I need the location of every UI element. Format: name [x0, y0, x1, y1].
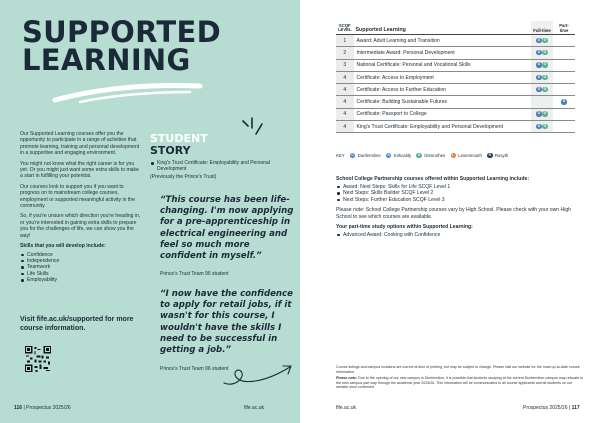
part-time-header: Part-time: [553, 21, 575, 35]
scqf-level-cell: 1: [336, 35, 354, 47]
visit-link[interactable]: Visit fife.ac.uk/supported for more course information.: [20, 316, 134, 332]
scqf-level-cell: 4: [336, 84, 354, 96]
course-name-cell: Award: Adult Learning and Transition: [354, 35, 532, 47]
story-course-previous: (Previously the Prince's Trust): [150, 173, 217, 180]
full-time-cell: [531, 59, 553, 71]
part-time-list: [336, 232, 581, 239]
part-time-cell: [553, 47, 575, 59]
part-time-cell: [553, 121, 575, 133]
scqf-level-cell: 2: [336, 47, 354, 59]
campus-legend: [336, 153, 511, 158]
course-name-cell: Intermediate Award: Personal Development: [354, 47, 532, 59]
right-footer-separator: |: [568, 405, 571, 411]
title-line-2: LEARNING: [22, 43, 191, 77]
course-info: [336, 176, 581, 242]
partnership-item: Award: Next Steps: Skills for Life SCQF Level 1: [336, 184, 581, 191]
disclaimer-campus-text: Due to the opening of our new campus in Dunfermline, it is possible that students studying at the current Dunfermline campus may relocate to the new campus part way through the academic year 2025/26. This information will be communicated to all course applicants and all students on our website once confirmed.: [336, 376, 584, 390]
scqf-level-cell: 4: [336, 108, 354, 120]
campus-badge-icon: G: [543, 37, 547, 42]
scqf-level-cell: 4: [336, 96, 354, 108]
skill-item: Confidence: [20, 252, 142, 258]
partnership-note: Please note: School College Partnership courses vary by High School. Please check with your own High School to see which courses are available.: [336, 207, 572, 220]
part-time-cell: [553, 35, 575, 47]
course-name-cell: Certificate: Access to Further Education: [354, 84, 532, 96]
full-time-cell: [531, 121, 553, 133]
full-time-cell: [531, 47, 553, 59]
left-footer-url[interactable]: fife.ac.uk: [244, 405, 265, 411]
legend-items: [350, 153, 512, 158]
course-name-cell: Certificate: Passport to College: [354, 108, 532, 120]
full-time-cell: [531, 108, 553, 120]
legend-campus-icon: K: [387, 153, 390, 157]
full-time-cell: [531, 35, 553, 47]
left-footer-label: Prospectus 2025/26: [26, 405, 71, 411]
campus-badge-icon: D: [537, 123, 541, 128]
disclaimer-label: Please note:: [336, 376, 358, 381]
course-name-cell: Certificate: Access to Employment: [354, 71, 532, 83]
scqf-level-cell: 4: [336, 71, 354, 83]
legend-campus-name: Rosyth: [494, 153, 509, 159]
full-time-cell: [531, 96, 553, 108]
part-time-cell: [553, 84, 575, 96]
page-title: [22, 15, 221, 77]
table-row: [336, 108, 575, 120]
title-line-1: SUPPORTED: [22, 15, 221, 49]
scqf-level-cell: 4: [336, 121, 354, 133]
campus-badge-icon: G: [543, 111, 547, 116]
legend-campus-name: Levenmouth: [458, 153, 482, 159]
scqf-level-cell: 3: [336, 59, 354, 71]
table-row: [336, 59, 575, 71]
disclaimer: [336, 365, 584, 392]
course-table: [336, 21, 575, 133]
intro-paragraph: You might not know what the right career is for you yet. Or you might just want some extra skills to make a start in fulfilling your potential.: [20, 160, 139, 180]
legend-campus-name: Glenrothes: [424, 153, 446, 159]
partnership-list: [336, 184, 581, 204]
curly-arrow-icon: [220, 353, 298, 393]
campus-badge-icon: D: [537, 62, 541, 67]
legend-campus-name: Kirkcaldy: [393, 153, 412, 159]
part-time-cell: [553, 108, 575, 120]
skills-list: [20, 252, 142, 284]
full-time-cell: [531, 84, 553, 96]
part-time-cell: [553, 71, 575, 83]
part-time-heading: Your part-time study options within Supported Learning:: [336, 224, 473, 230]
campus-badge-icon: G: [543, 62, 547, 67]
table-row: [336, 121, 575, 133]
table-row: [336, 35, 575, 47]
intro-paragraph: Our courses look to support you if you want to progress on to mainstream college courses, employment or supported meaningful activity in the community.: [20, 183, 135, 210]
course-table-header: [336, 21, 575, 35]
student-quote-1: “This course has been life-changing. I'm now applying for a pre-apprenticeship in electrical engineering and feel so much more confident in myself.”: [160, 195, 294, 262]
campus-badge-icon: D: [562, 99, 566, 104]
skill-item: Independence: [20, 258, 142, 264]
brush-stroke-decoration: [50, 80, 210, 106]
legend-key-label: KEY: [336, 153, 345, 159]
campus-badge-icon: G: [543, 49, 547, 54]
partnership-item: Next Steps: Skills Builder SCQF Level 2: [336, 190, 581, 197]
campus-badge-icon: D: [537, 37, 541, 42]
left-footer: [14, 405, 71, 411]
full-time-cell: [531, 71, 553, 83]
campus-badge-icon: D: [537, 74, 541, 79]
accent-lines-icon: [240, 116, 264, 138]
table-row: [336, 84, 575, 96]
campus-badge-icon: D: [537, 111, 541, 116]
campus-badge-icon: G: [543, 123, 547, 128]
story-label: STORY: [150, 144, 191, 157]
table-row: [336, 47, 575, 59]
right-footer-url[interactable]: fife.ac.uk: [336, 405, 357, 411]
intro-text: [20, 131, 142, 284]
legend-campus-icon: R: [488, 153, 492, 157]
left-page-number: 116: [14, 405, 23, 411]
part-time-item: Advanced Award: Cooking with Confidence: [336, 232, 581, 239]
qr-code-icon[interactable]: [25, 346, 51, 372]
course-name-cell: Certificate: Building Sustainable Futures: [354, 96, 532, 108]
student-label: STUDENT: [150, 132, 208, 145]
campus-badge-icon: D: [537, 49, 541, 54]
full-time-header: Full-time: [531, 21, 553, 35]
scqf-level-header: SCQF LEVEL: [336, 21, 354, 35]
legend-campus-name: Dunfermline: [357, 153, 381, 159]
legend-campus-icon: G: [417, 153, 421, 157]
intro-paragraph: So, if you're unsure which direction you're heading in, or you're interested in gaining extra skills to prepare you for the challenges of life, we can show you the way!: [20, 213, 141, 239]
skills-heading: Skills that you will develop include:: [20, 243, 106, 250]
skill-item: Employability: [20, 277, 142, 283]
table-row: [336, 71, 575, 83]
partnership-heading: School College Partnership courses offered within Supported Learning include:: [336, 176, 530, 182]
course-name-cell: King's Trust Certificate: Employability and Personal Development: [354, 121, 532, 133]
legend-campus-icon: D: [351, 153, 354, 157]
skill-item: Life Skills: [20, 271, 142, 277]
disclaimer-listing: Course listings and campus locations are correct at time of printing, but may be subject to change. Please visit our website for the most up-to-date course information.: [336, 365, 580, 374]
story-course: [150, 160, 290, 180]
quote-attribution-1: Prince's Trust Team 96 student: [160, 271, 229, 277]
campus-badge-icon: G: [543, 86, 547, 91]
skill-item: Teamwork: [20, 264, 142, 270]
partnership-item: Next Steps: Further Education SCQF Level 3: [336, 197, 581, 204]
right-page: [300, 0, 600, 423]
right-footer: [523, 405, 580, 411]
course-name-cell: National Certificate: Personal and Vocational Skills: [354, 59, 532, 71]
student-story-heading: [150, 133, 208, 157]
disclaimer-campus: [336, 376, 584, 390]
table-row: [336, 96, 575, 108]
story-course-name: King's Trust Certificate: Employability and Personal Development: [150, 160, 290, 173]
campus-badge-icon: G: [543, 74, 547, 79]
intro-paragraph: Our Supported Learning courses offer you the opportunity to participate in a range of activities that promote learning, training and personal development in a supportive and engaging environment.: [20, 131, 140, 157]
right-footer-label: Prospectus 2025/26: [523, 405, 568, 411]
part-time-cell: [553, 96, 575, 108]
course-name-header: Supported Learning: [354, 21, 532, 35]
student-quote-2: “I now have the confidence to apply for retail jobs, if it wasn't for this course, I wouldn't have the skills I need to be successful in getting a job.”: [160, 289, 293, 356]
legend-campus-icon: L: [452, 153, 455, 157]
right-page-number: 117: [571, 405, 580, 411]
part-time-cell: [553, 59, 575, 71]
quote-attribution-2: Prince's Trust Team 96 student: [160, 366, 229, 372]
course-table-body: [336, 35, 575, 133]
campus-badge-icon: D: [537, 86, 541, 91]
left-footer-separator: |: [23, 405, 25, 411]
